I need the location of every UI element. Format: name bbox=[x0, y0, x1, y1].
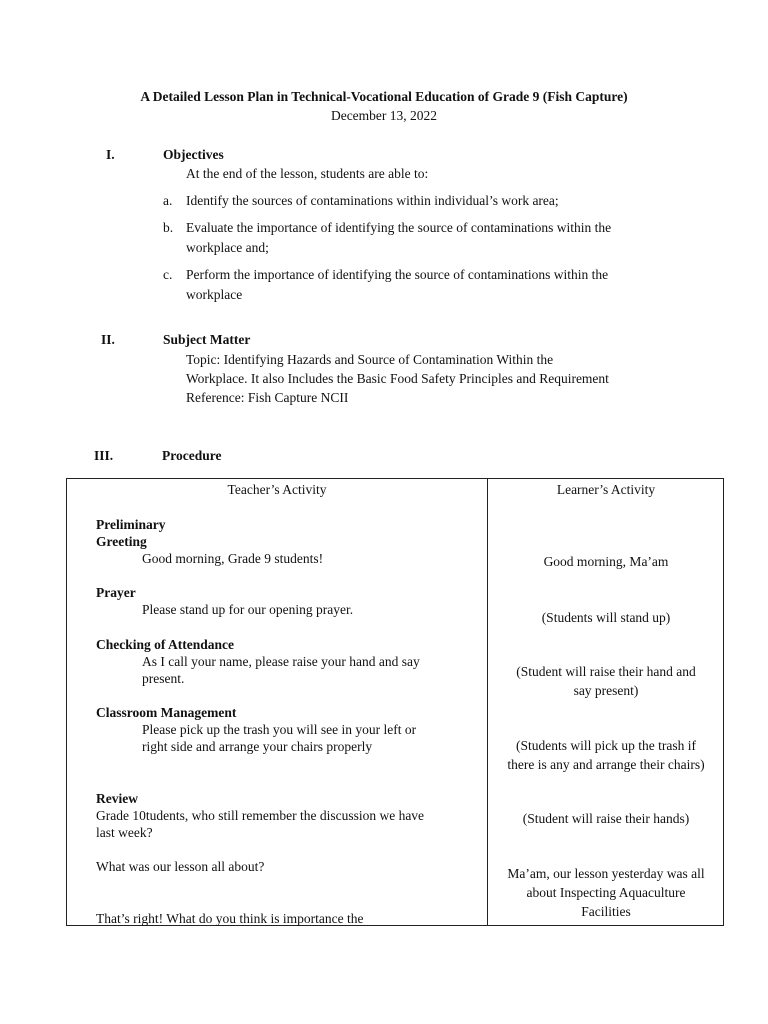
column-divider bbox=[487, 479, 488, 925]
classroom-management-text: right side and arrange your chairs properly bbox=[142, 739, 373, 754]
preliminary-heading: Preliminary bbox=[96, 517, 166, 532]
objective-letter: a. bbox=[163, 193, 173, 208]
objective-text: Perform the importance of identifying the source of contaminations within the bbox=[186, 267, 609, 282]
learner-review: (Student will raise their hands) bbox=[522, 811, 690, 826]
prayer-text: Please stand up for our opening prayer. bbox=[142, 602, 354, 617]
learner-answer: Ma’am, our lesson yesterday was all bbox=[507, 866, 705, 881]
attendance-heading: Checking of Attendance bbox=[96, 637, 234, 652]
objective-text: workplace and; bbox=[186, 240, 269, 255]
review-text: Grade 10tudents, who still remember the discussion we have bbox=[96, 808, 425, 823]
greeting-text: Good morning, Grade 9 students! bbox=[142, 551, 324, 566]
objective-letter: b. bbox=[163, 220, 174, 235]
teacher-activity-header: Teacher’s Activity bbox=[227, 482, 327, 497]
attendance-text: As I call your name, please raise your hand and say bbox=[142, 654, 420, 669]
review-heading: Review bbox=[96, 791, 138, 806]
learner-attendance: say present) bbox=[573, 683, 639, 698]
objectives-numeral: I. bbox=[106, 147, 115, 162]
procedure-numeral: III. bbox=[94, 448, 114, 463]
reference-line: Reference: Fish Capture NCII bbox=[186, 390, 349, 405]
objective-text: Identify the sources of contaminations within individual’s work area; bbox=[186, 193, 559, 208]
objective-letter: c. bbox=[163, 267, 173, 282]
document-date: December 13, 2022 bbox=[330, 108, 438, 123]
learner-attendance: (Student will raise their hand and bbox=[516, 664, 696, 679]
topic-line: Topic: Identifying Hazards and Source of Contamination Within the bbox=[186, 352, 554, 367]
objectives-heading: Objectives bbox=[163, 147, 224, 162]
learner-answer: about Inspecting Aquaculture bbox=[526, 885, 686, 900]
learner-classroom: (Students will pick up the trash if bbox=[516, 738, 696, 753]
objectives-intro: At the end of the lesson, students are able to: bbox=[186, 166, 429, 181]
learner-prayer: (Students will stand up) bbox=[541, 610, 671, 625]
prayer-heading: Prayer bbox=[96, 585, 136, 600]
objective-text: workplace bbox=[186, 287, 243, 302]
subject-matter-numeral: II. bbox=[101, 332, 115, 347]
learner-greeting: Good morning, Ma’am bbox=[543, 554, 669, 569]
learner-classroom: there is any and arrange their chairs) bbox=[507, 757, 705, 772]
review-text: last week? bbox=[96, 825, 153, 840]
question-text: What was our lesson all about? bbox=[96, 859, 265, 874]
topic-line: Workplace. It also Includes the Basic Food Safety Principles and Requirement bbox=[186, 371, 609, 386]
classroom-management-heading: Classroom Management bbox=[96, 705, 237, 720]
procedure-table bbox=[66, 478, 724, 926]
attendance-text: present. bbox=[142, 671, 185, 686]
procedure-heading: Procedure bbox=[162, 448, 222, 463]
question-text: That’s right! What do you think is importance the bbox=[96, 911, 364, 926]
objective-text: Evaluate the importance of identifying the source of contaminations within the bbox=[186, 220, 612, 235]
subject-matter-heading: Subject Matter bbox=[163, 332, 251, 347]
document-title: A Detailed Lesson Plan in Technical-Vocational Education of Grade 9 (Fish Capture) bbox=[140, 89, 628, 104]
learner-answer: Facilities bbox=[581, 904, 631, 919]
learner-activity-header: Learner’s Activity bbox=[556, 482, 656, 497]
greeting-heading: Greeting bbox=[96, 534, 147, 549]
classroom-management-text: Please pick up the trash you will see in your left or bbox=[142, 722, 417, 737]
